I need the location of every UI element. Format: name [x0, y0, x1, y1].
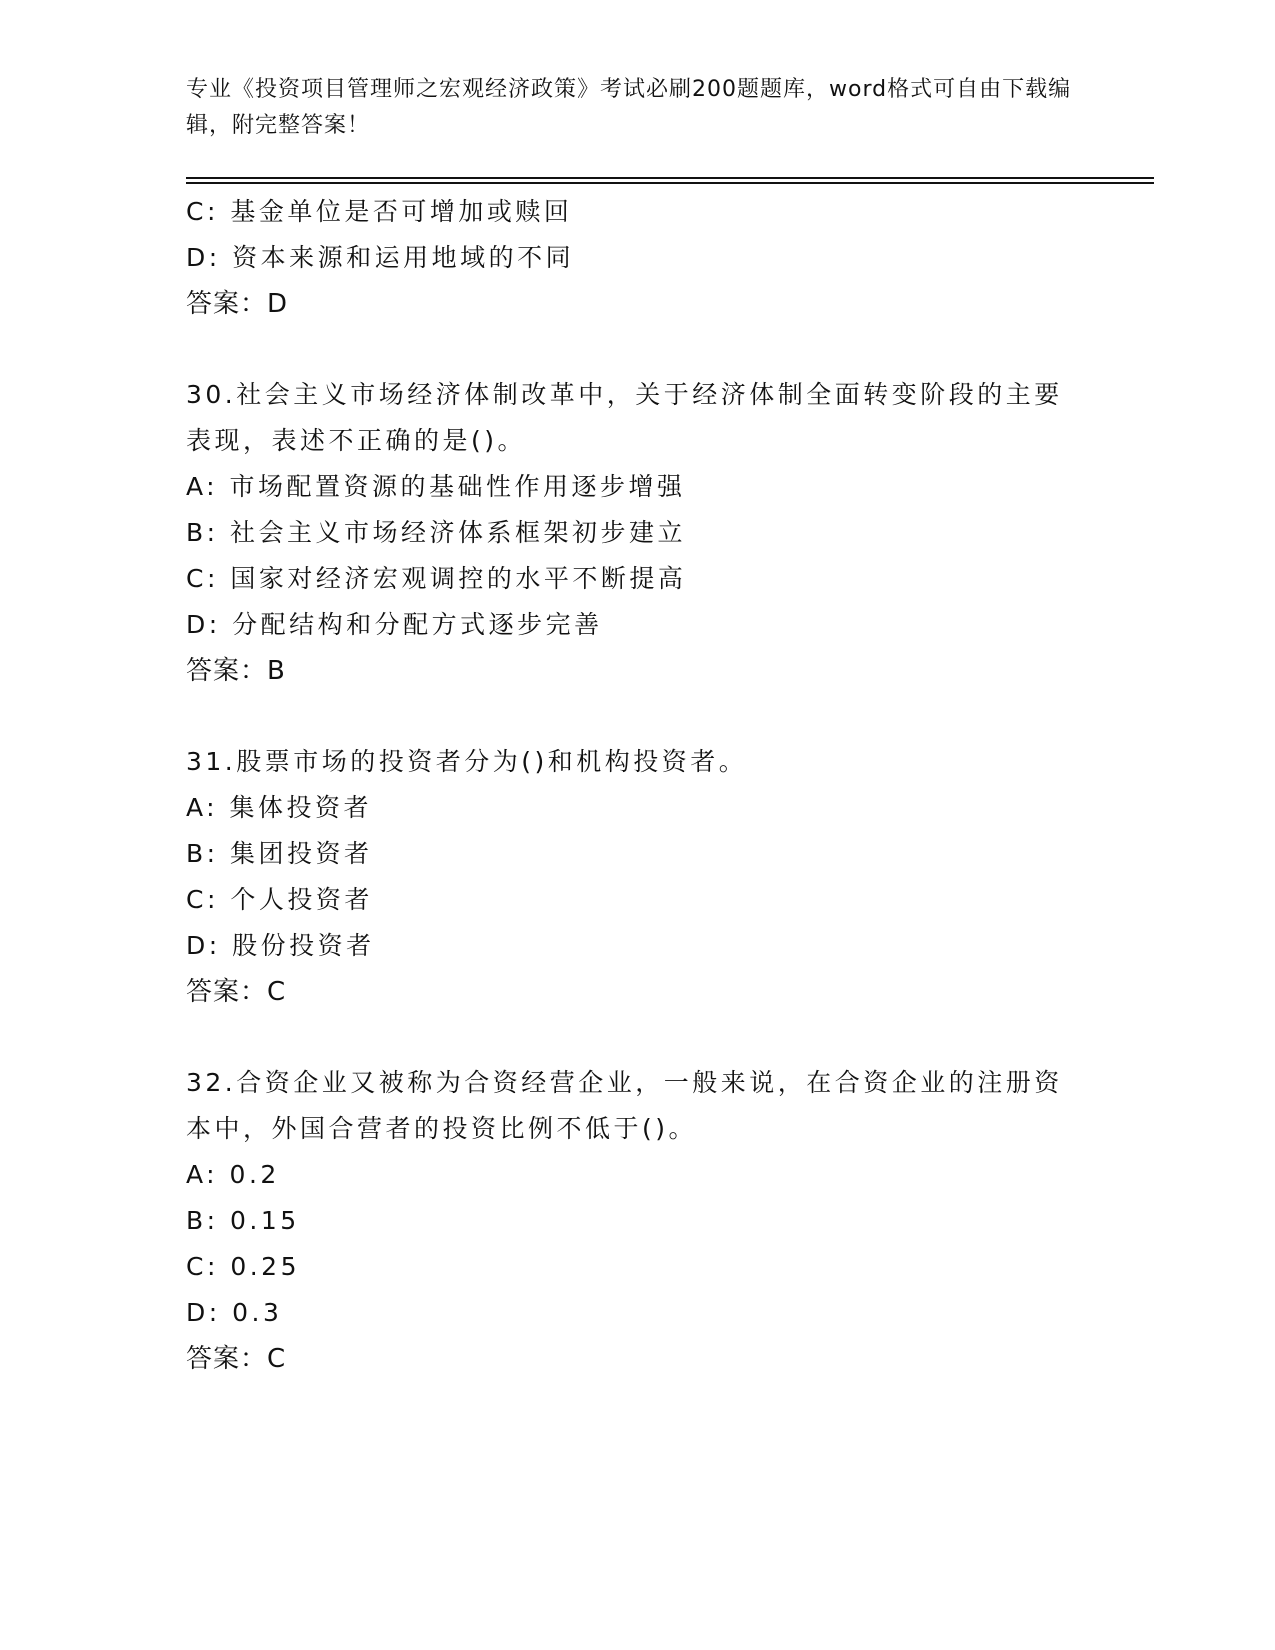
- option-d: D: 资本来源和运用地域的不同: [186, 243, 575, 272]
- answer: 答案：C: [186, 1344, 287, 1374]
- answer: 答案：D: [186, 289, 289, 319]
- answer: 答案：C: [186, 977, 287, 1007]
- header-rule-bottom: [186, 182, 1154, 184]
- header-rule-top: [186, 177, 1154, 179]
- document-header: 专业《投资项目管理师之宏观经济政策》考试必刷200题题库，word格式可自由下载编辑，附完整答案！: [186, 77, 1072, 138]
- spacer: [186, 1015, 1086, 1060]
- option-b: B: 0.15: [186, 1206, 300, 1235]
- option-a: A: 市场配置资源的基础性作用逐步增强: [186, 472, 686, 501]
- option-d: D: 分配结构和分配方式逐步完善: [186, 610, 603, 639]
- option-c: C: 个人投资者: [186, 885, 373, 914]
- option-a: A: 0.2: [186, 1160, 280, 1189]
- option-a: A: 集体投资者: [186, 793, 373, 822]
- option-c: C: 国家对经济宏观调控的水平不断提高: [186, 564, 687, 593]
- option-b: B: 集团投资者: [186, 839, 373, 868]
- question-stem: 30.社会主义市场经济体制改革中，关于经济体制全面转变阶段的主要表现，表述不正确的是()。: [186, 380, 1063, 455]
- carryover-question: [186, 189, 1086, 327]
- question-32: [186, 1060, 1086, 1382]
- question-31: [186, 739, 1086, 1015]
- answer: 答案：B: [186, 656, 286, 686]
- question-content: [186, 189, 1086, 1382]
- question-stem: 31.股票市场的投资者分为()和机构投资者。: [186, 747, 748, 776]
- spacer: [186, 694, 1086, 739]
- option-c: C: 基金单位是否可增加或赎回: [186, 197, 573, 226]
- option-b: B: 社会主义市场经济体系框架初步建立: [186, 518, 687, 547]
- question-stem: 32.合资企业又被称为合资经营企业，一般来说，在合资企业的注册资本中，外国合营者的投资比例不低于()。: [186, 1068, 1063, 1143]
- option-c: C: 0.25: [186, 1252, 300, 1281]
- question-30: [186, 372, 1086, 694]
- option-d: D: 0.3: [186, 1298, 283, 1327]
- option-d: D: 股份投资者: [186, 931, 375, 960]
- spacer: [186, 327, 1086, 372]
